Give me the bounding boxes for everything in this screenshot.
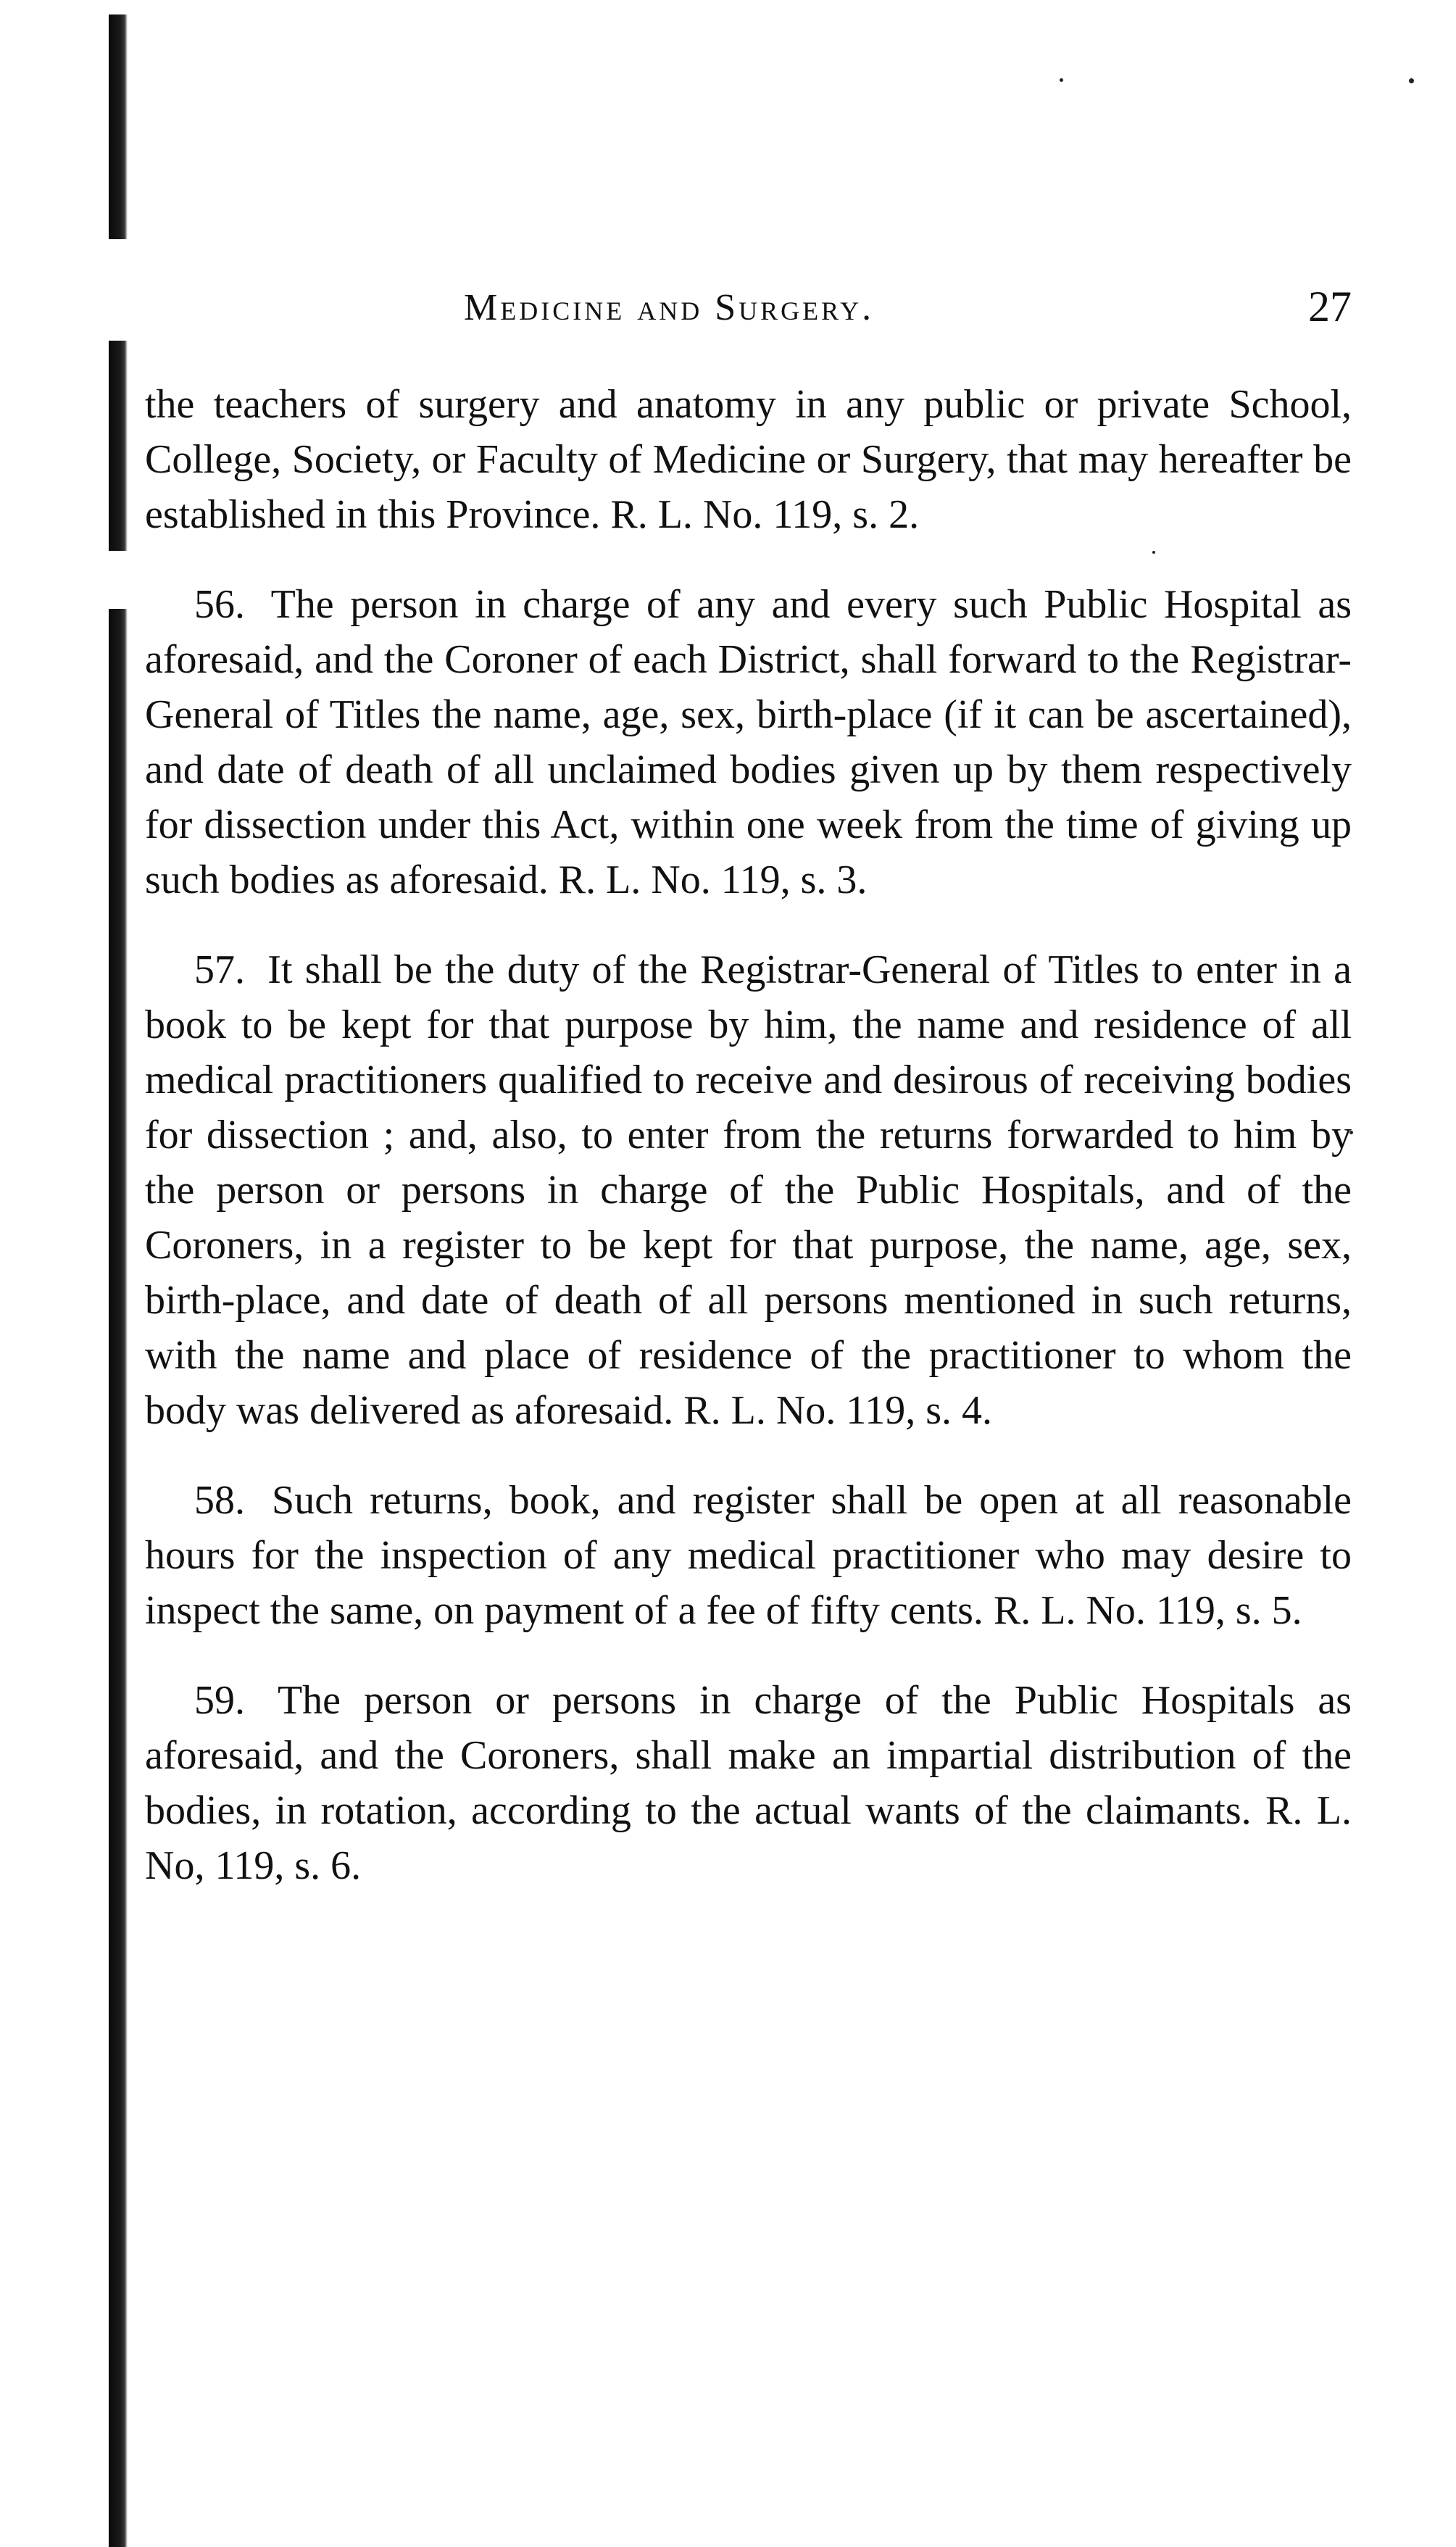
section-57: [145, 942, 1352, 1438]
paragraph-text: Such returns, book, and register shall be open at all reasonable hours for the inspection of any medical practitioner who may desire to inspect the same, on payment of a fee of fifty cents. R. L. No. 119, s. 5.: [145, 1478, 1352, 1633]
section-number: 56.: [194, 582, 245, 627]
section-number: 59.: [194, 1678, 245, 1723]
paragraph-text: The person in charge of any and every such Public Hospital as aforesaid, and the Coroner of each District, shall forward to the Registrar-General of Titles the name, age, sex, birth-place (if it can be ascertained), and date of death of all unclaimed bodies given up by them respectively for dissection under this Act, within one week from the time of giving up such bodies as aforesaid. R. L. No. 119, s. 3.: [145, 582, 1352, 902]
page-number: 27: [1308, 283, 1352, 331]
scan-speck: [1060, 78, 1063, 82]
running-header: [145, 283, 1352, 344]
spine-gap: [109, 551, 128, 609]
section-number: 58.: [194, 1478, 245, 1523]
scan-speck: [1409, 78, 1414, 83]
section-number: 57.: [194, 947, 245, 992]
binding-shadow: [109, 0, 128, 2547]
spine-gap: [109, 0, 128, 14]
section-58: [145, 1473, 1352, 1638]
body-text: [145, 377, 1352, 1928]
running-title: Medicine and Surgery.: [464, 287, 875, 328]
section-56: [145, 577, 1352, 907]
section-59: [145, 1673, 1352, 1893]
paragraph-text: It shall be the duty of the Registrar-General of Titles to enter in a book to be kept for that purpose by him, the name and residence of all medical practitioners qualified to receive and desirous of receiving bodies for dissection ; and, also, to enter from the returns forwarded to him by the person or persons in charge of the Public Hospitals, and of the Coroners, in a register to be kept for that purpose, the name, age, sex, birth-place, and date of death of all persons mentioned in such returns, with the name and place of residence of the practitioner to whom the body was delivered as aforesaid. R. L. No. 119, s. 4.: [145, 947, 1352, 1433]
paragraph-text: The person or persons in charge of the Public Hospitals as aforesaid, and the Coroners, shall make an impartial distribution of the bodies, in rotation, according to the actual wants of the claimants. R. L. No, 119, s. 6.: [145, 1678, 1352, 1888]
paragraph-continuation: [145, 377, 1352, 542]
spine-gap: [109, 239, 128, 341]
paragraph-text: the teachers of surgery and anatomy in any public or private School, College, Society, or Faculty of Medicine or Surgery, that may hereafter be established in this Province. R. L. No. 119, s. 2.: [145, 382, 1352, 537]
